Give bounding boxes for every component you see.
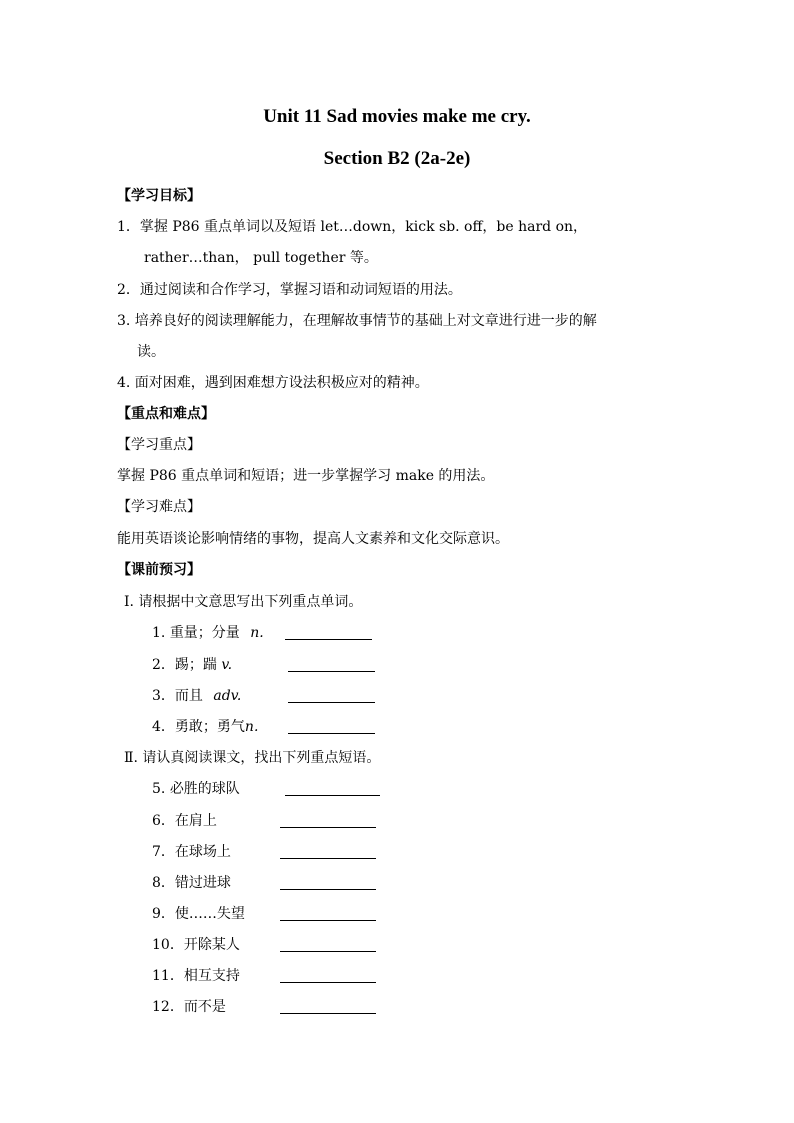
word-item-pos: n. [244,719,259,735]
goal-item-3-line2: 读。 [137,344,165,360]
word-item-pos: v. [221,657,233,673]
part2-instruction: Ⅱ. 请认真阅读课文，找出下列重点短语。 [124,750,381,766]
word-item [152,717,258,737]
word-item-number: 4． [152,719,175,735]
phrase-item-number: 5. [152,781,166,797]
phrase-item [152,779,240,799]
keypoints-heading: 【重点和难点】 [117,406,215,422]
word-item-number: 2． [152,657,175,673]
goal-item-1-line2: rather…than， pull together 等。 [144,250,378,266]
word-item [152,655,232,675]
phrase-item-number: 6． [152,813,175,829]
word-item-pos: adv. [213,688,242,704]
word-item [152,686,241,706]
goal-item-1-line1: 1．掌握 P86 重点单词以及短语 let…down，kick sb. off，be hard on， [117,219,588,235]
word-item-chinese: 勇敢；勇气 [174,719,245,735]
phrase-item-number: 10． [152,937,184,953]
answer-blank[interactable] [288,702,375,703]
phrase-item-chinese: 使……失望 [174,906,245,922]
answer-blank[interactable] [288,733,375,734]
phrase-item-chinese: 开除某人 [183,937,240,953]
goals-heading: 【学习目标】 [117,188,201,204]
preview-heading: 【课前预习】 [117,562,201,578]
goal-item-3-line1: 3. 培养良好的阅读理解能力，在理解故事情节的基础上对文章进行进一步的解 [117,313,597,329]
goal-item-2: 2．通过阅读和合作学习，掌握习语和动词短语的用法。 [117,282,462,298]
section-title: Section B2 (2a-2e) [323,148,471,169]
difficulty-text: 能用英语谈论影响情绪的事物，提高人文素养和文化交际意识。 [117,531,509,547]
phrase-item-number: 9． [152,906,175,922]
phrase-item-number: 7． [152,844,175,860]
phrase-item [152,997,226,1017]
word-item-number: 3． [152,688,175,704]
word-item-chinese: 重量；分量 [169,625,240,641]
word-item-chinese: 而且 [174,688,203,704]
answer-blank[interactable] [285,795,380,796]
answer-blank[interactable] [280,827,376,828]
word-item [152,623,264,643]
answer-blank[interactable] [280,889,376,890]
answer-blank[interactable] [280,858,376,859]
phrase-item-chinese: 在球场上 [174,844,231,860]
focus-text: 掌握 P86 重点单词和短语；进一步掌握学习 make 的用法。 [117,468,495,484]
word-item-chinese: 踢；踹 [174,657,217,673]
answer-blank[interactable] [280,951,376,952]
goal-item-4: 4. 面对困难，遇到困难想方设法积极应对的精神。 [117,375,429,391]
phrase-item [152,873,231,893]
answer-blank[interactable] [280,982,376,983]
phrase-item [152,904,245,924]
answer-blank[interactable] [280,920,376,921]
difficulty-heading: 【学习难点】 [117,499,201,515]
phrase-item [152,966,240,986]
phrase-item-number: 11． [152,968,184,984]
phrase-item [152,811,217,831]
answer-blank[interactable] [285,639,372,640]
focus-heading: 【学习重点】 [117,437,201,453]
answer-blank[interactable] [280,1013,376,1014]
phrase-item [152,935,240,955]
phrase-item-number: 8． [152,875,175,891]
phrase-item-number: 12． [152,999,184,1015]
phrase-item-chinese: 错过进球 [174,875,231,891]
word-item-pos: n. [250,625,264,641]
phrase-item-chinese: 相互支持 [183,968,240,984]
part1-instruction: Ⅰ. 请根据中文意思写出下列重点单词。 [124,594,363,610]
word-item-number: 1. [152,625,166,641]
answer-blank[interactable] [288,671,375,672]
phrase-item [152,842,231,862]
document-title: Unit 11 Sad movies make me cry. [263,106,531,127]
phrase-item-chinese: 必胜的球队 [169,781,240,797]
phrase-item-chinese: 在肩上 [174,813,217,829]
phrase-item-chinese: 而不是 [183,999,226,1015]
